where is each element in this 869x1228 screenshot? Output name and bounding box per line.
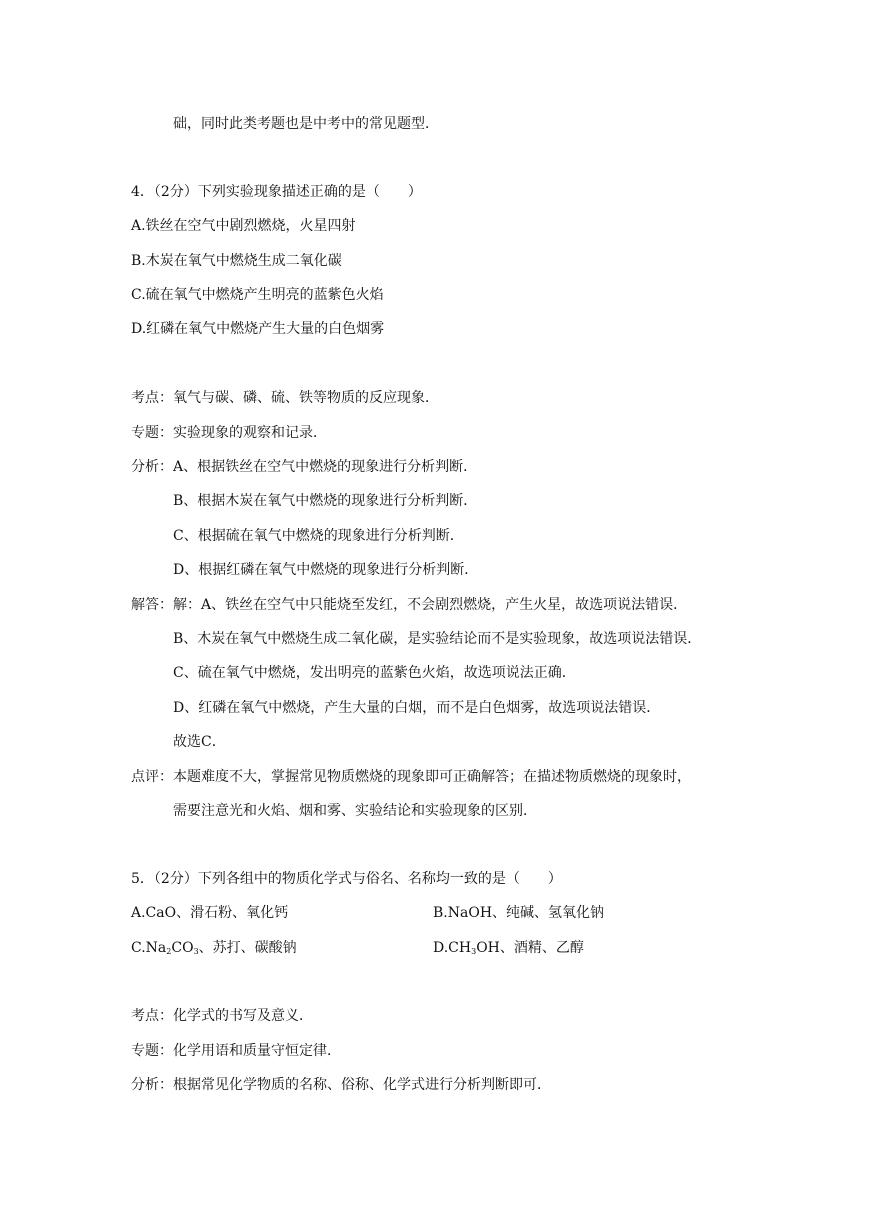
q4-kaodian: 考点：氧气与碳、磷、硫、铁等物质的反应现象． xyxy=(131,390,439,406)
q5-option-b: B.NaOH、纯碱、氢氧化钠 xyxy=(433,905,605,921)
q4-dianping-line: 需要注意光和火焰、烟和雾、实验结论和实验现象的区别． xyxy=(173,803,537,819)
q5-kaodian: 考点：化学式的书写及意义． xyxy=(131,1008,313,1024)
q5-zhuanti: 专题：化学用语和质量守恒定律． xyxy=(131,1043,341,1059)
question-4-stem: 4．（2分）下列实验现象描述正确的是（ ） xyxy=(131,184,422,200)
q4-jieda-line: C、硫在氧气中燃烧，发出明亮的蓝紫色火焰，故选项说法正确． xyxy=(173,665,576,681)
formula-subscript: 3 xyxy=(193,947,199,956)
formula-subscript: 2 xyxy=(166,947,172,956)
q4-dianping-line: 点评：本题难度不大，掌握常见物质燃烧的现象即可正确解答；在描述物质燃烧的现象时， xyxy=(131,769,691,785)
q5-option-d xyxy=(433,938,584,962)
formula-text: CO xyxy=(171,940,194,956)
continuation-line: 础，同时此类考题也是中考中的常见题型． xyxy=(173,116,439,132)
option-text: OH、酒精、乙醇 xyxy=(476,940,584,956)
formula-text: C.Na xyxy=(131,940,167,956)
q4-jieda-line: D、红磷在氧气中燃烧，产生大量的白烟，而不是白色烟雾，故选项说法错误． xyxy=(173,700,661,716)
q4-fenxi-line: D、根据红磷在氧气中燃烧的现象进行分析判断． xyxy=(173,562,479,578)
q5-option-c xyxy=(131,938,297,962)
formula-subscript: 3 xyxy=(471,947,477,956)
q4-option-b: B.木炭在氧气中燃烧生成二氧化碳 xyxy=(131,253,342,269)
q4-fenxi-line: 分析：A、根据铁丝在空气中燃烧的现象进行分析判断． xyxy=(131,459,478,475)
option-text: 、苏打、碳酸钠 xyxy=(198,940,297,956)
q4-jieda-line: B、木炭在氧气中燃烧生成二氧化碳，是实验结论而不是实验现象，故选项说法错误． xyxy=(173,631,702,647)
q5-option-a: A.CaO、滑石粉、氧化钙 xyxy=(131,905,289,921)
q4-jieda-line: 故选C． xyxy=(173,734,226,750)
q4-option-a: A.铁丝在空气中剧烈燃烧，火星四射 xyxy=(131,218,356,234)
q4-fenxi-line: C、根据硫在氧气中燃烧的现象进行分析判断． xyxy=(173,528,464,544)
question-5-stem: 5．（2分）下列各组中的物质化学式与俗名、名称均一致的是（ ） xyxy=(131,871,562,887)
q4-jieda-line: 解答：解：A、铁丝在空气中只能烧至发红，不会剧烈燃烧，产生火星，故选项说法错误． xyxy=(131,597,688,613)
q4-option-d: D.红磷在氧气中燃烧产生大量的白色烟雾 xyxy=(131,321,385,337)
formula-text: D.CH xyxy=(433,940,472,956)
q5-fenxi: 分析：根据常见化学物质的名称、俗称、化学式进行分析判断即可． xyxy=(131,1077,551,1093)
q4-option-c: C.硫在氧气中燃烧产生明亮的蓝紫色火焰 xyxy=(131,287,384,303)
q4-fenxi-line: B、根据木炭在氧气中燃烧的现象进行分析判断． xyxy=(173,493,478,509)
q4-zhuanti: 专题：实验现象的观察和记录． xyxy=(131,425,327,441)
